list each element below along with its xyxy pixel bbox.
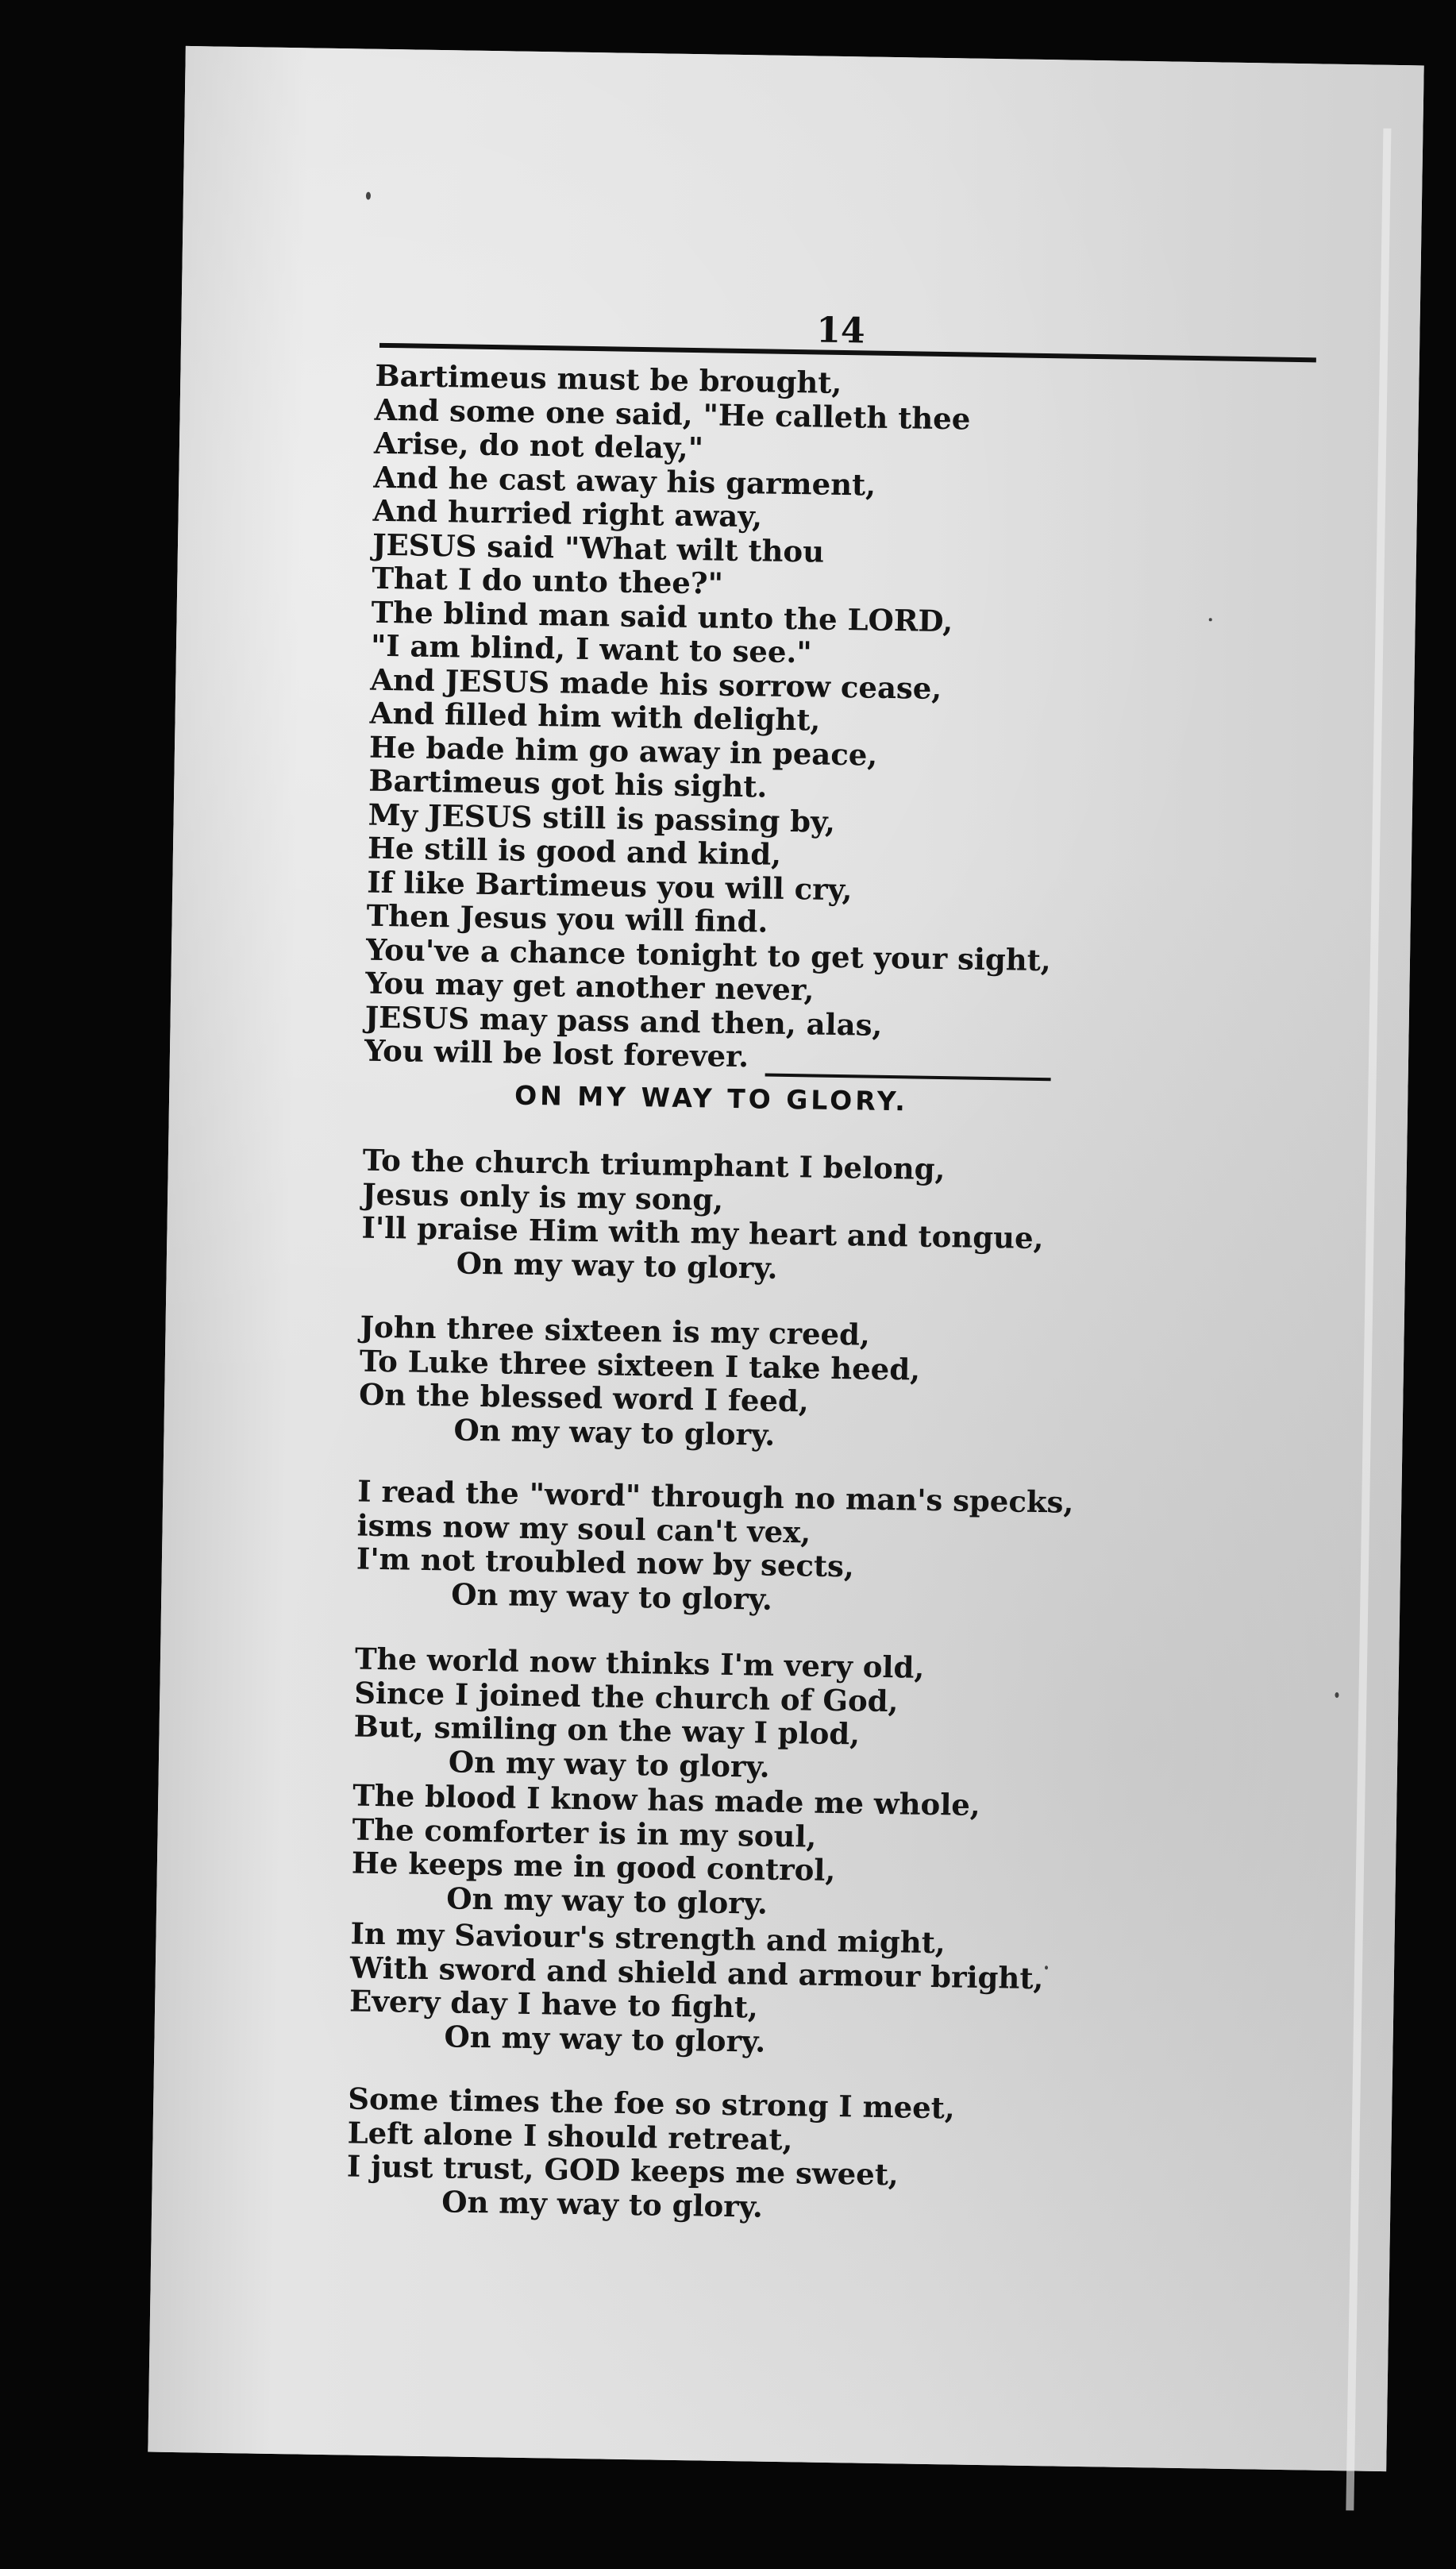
verse-line: You will be lost forever.: [364, 1032, 749, 1074]
verse-line: John three sixteen is my creed,: [360, 1309, 871, 1352]
verse-line: He keeps me in good control,: [351, 1845, 836, 1888]
stanza: [349, 1916, 1044, 2062]
verse-line: And he cast away his garment,: [373, 459, 876, 503]
verse-line: "I am blind, I want to see.": [370, 627, 812, 670]
verse-line: With sword and shield and armour bright,: [349, 1949, 1044, 1996]
refrain-line: On my way to glory.: [456, 1244, 778, 1286]
verse-line: And filled him with delight,: [369, 695, 821, 738]
verse-line: Arise, do not delay,": [373, 425, 704, 466]
verse-line: I'm not troubled now by sects,: [356, 1541, 855, 1584]
stanza: [346, 2081, 955, 2226]
verse-line: But, smiling on the way I plod,: [353, 1708, 861, 1752]
refrain-line: On my way to glory.: [444, 2018, 766, 2059]
refrain-line: On my way to glory.: [445, 1880, 768, 1921]
verse-line: Jesus only is my song,: [361, 1176, 724, 1217]
verse-line: Every day I have to fight,: [349, 1983, 759, 2025]
verse-line: I just trust, GOD keeps me sweet,: [346, 2148, 899, 2193]
verse-line: If like Bartimeus you will cry,: [367, 864, 853, 907]
verse-line: Bartimeus got his sight.: [368, 762, 768, 804]
verse-line: My JESUS still is passing by,: [368, 797, 836, 839]
verse-line: And hurried right away,: [372, 492, 763, 534]
verse-line: He still is good and kind,: [367, 830, 782, 872]
paper-speck: [366, 192, 371, 200]
verse-line: The comforter is in my soul,: [352, 1811, 817, 1854]
verse-line: Since I joined the church of God,: [354, 1675, 899, 1718]
verse-line: That I do unto thee?": [372, 560, 724, 601]
verse-line: JESUS said "What wilt thou: [372, 527, 825, 569]
verse-line: On the blessed word I feed,: [358, 1376, 810, 1419]
verse-line: The blind man said unto the LORD,: [371, 594, 953, 638]
verse-line: Bartimeus must be brought,: [375, 357, 842, 400]
verse-line: The blood I know has made me whole,: [352, 1777, 981, 1823]
stanza: [353, 1642, 925, 1786]
stanza: [358, 1310, 921, 1454]
refrain-line: On my way to glory.: [448, 1743, 770, 1784]
verse-line: Left alone I should retreat,: [347, 2114, 793, 2157]
verse-line: isms now my soul can't vex,: [356, 1507, 811, 1550]
refrain-line: On my way to glory.: [453, 1411, 776, 1452]
paper-speck: [1335, 1692, 1339, 1698]
verse-line: To Luke three sixteen I take heed,: [359, 1343, 921, 1387]
verse-line: He bade him go away in peace,: [368, 729, 878, 773]
paper-speck: [1045, 1965, 1048, 1969]
verse-line: To the church triumphant I belong,: [362, 1142, 946, 1187]
verse-line: The world now thinks I'm very old,: [354, 1641, 925, 1685]
paper-speck: [1209, 618, 1212, 621]
page-number: 14: [815, 310, 865, 352]
page-edge: [1346, 129, 1391, 2511]
verse-line: You've a chance tonight to get your sight,: [365, 932, 1052, 978]
verse-line: You may get another never,: [365, 965, 815, 1008]
verse-line: JESUS may pass and then, alas,: [364, 999, 883, 1043]
stanza: [361, 1144, 1046, 1289]
verse-line: Then Jesus you will find.: [366, 897, 768, 939]
verse-line: I'll praise Him with my heart and tongue,: [361, 1209, 1044, 1256]
verse-line: I read the "word" through no man's specks,: [356, 1473, 1074, 1520]
previous-song-continuation: [364, 359, 1061, 1078]
refrain-line: On my way to glory.: [450, 1576, 773, 1617]
book-page: [148, 46, 1423, 2471]
song-title: ON MY WAY TO GLORY.: [514, 1079, 909, 1117]
verse-line: Some times the foe so strong I meet,: [347, 2081, 956, 2126]
stanza: [351, 1779, 980, 1923]
verse-line: In my Saviour's strength and might,: [350, 1915, 946, 1961]
verse-line: And JESUS made his sorrow cease,: [370, 662, 942, 706]
verse-line: And some one said, "He calleth thee: [374, 392, 971, 437]
refrain-line: On my way to glory.: [441, 2183, 764, 2224]
stanza: [356, 1475, 1074, 1621]
